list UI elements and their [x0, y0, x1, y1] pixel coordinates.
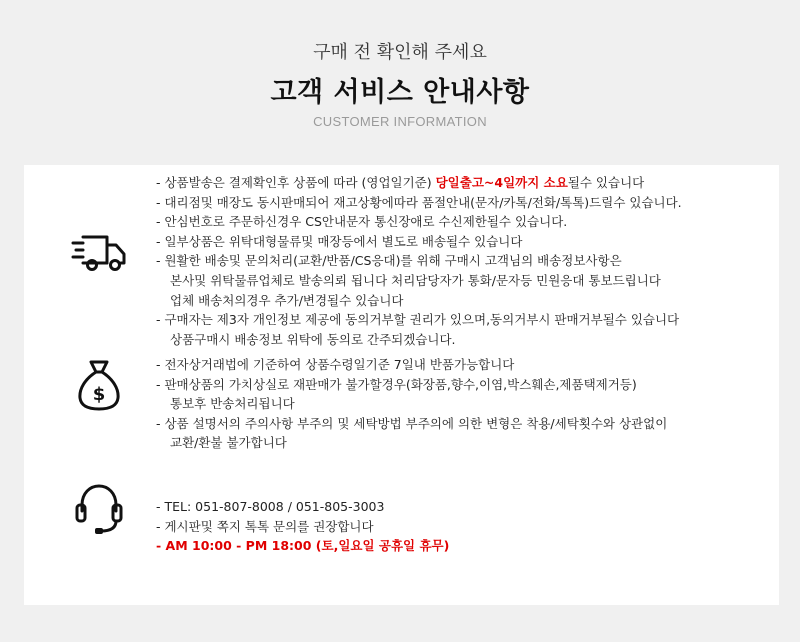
- page-subtitle: 구매 전 확인해 주세요: [313, 42, 487, 63]
- contact-board-notice: - 게시판및 쪽지 톡톡 문의를 권장합니다: [156, 518, 374, 534]
- refund-line-4: - 상품 설명서의 주의사항 부주의 및 세탁방법 부주의에 의한 변형은 착용/세탁횟수와 상관없이: [156, 415, 668, 431]
- svg-text:$: $: [92, 384, 106, 405]
- shipping-line-6: 본사및 위탁물류업체로 발송의뢰 됩니다 처리담당자가 통화/문자등 민원응대 통보드립니다: [170, 272, 661, 288]
- page-title: 고객 서비스 안내사항: [270, 77, 530, 108]
- shipping-line-1-suffix: 될수 있습니다: [567, 175, 645, 190]
- shipping-highlight: 당일출고~4일까지 소요: [435, 175, 568, 190]
- header: [0, 0, 800, 155]
- contact-text: [156, 497, 449, 556]
- headset-icon: [69, 479, 129, 539]
- contact-phone: - TEL: 051-807-8008 / 051-805-3003: [156, 499, 385, 514]
- shipping-line-2: - 대리점및 매장도 동시판매되어 재고상황에따라 품절안내(문자/카톡/전화/톡톡)드릴수 있습니다.: [156, 194, 682, 210]
- shipping-line-1: [156, 173, 682, 193]
- shipping-line-3: - 안심번호로 주문하신경우 CS안내문자 통신장애로 수신제한될수 있습니다.: [156, 214, 568, 230]
- shipping-line-5: - 원활한 배송및 문의처리(교환/반품/CS응대)를 위해 구매시 고객님의 배송정보사항은: [156, 253, 622, 269]
- refund-line-2: - 판매상품의 가치상실로 재판매가 불가할경우(화장품,향수,이염,박스훼손,제품택제거등): [156, 376, 637, 392]
- refund-line-5: 교환/환불 불가합니다: [170, 435, 287, 451]
- shipping-line-1-prefix: - 상품발송은 결제확인후 상품에 따라 (영업일기준): [156, 175, 436, 190]
- money-bag-icon: [69, 355, 129, 415]
- page-subtitle-english: CUSTOMER INFORMATION: [313, 114, 487, 129]
- shipping-line-9: 상품구매시 배송정보 위탁에 동의로 간주되겠습니다.: [170, 331, 456, 347]
- info-panel: [24, 165, 779, 605]
- refund-line-1: - 전자상거래법에 기준하여 상품수령일기준 7일내 반품가능합니다: [156, 357, 515, 372]
- shipping-line-4: - 일부상품은 위탁대형물류및 매장등에서 별도로 배송될수 있습니다: [156, 233, 523, 249]
- delivery-truck-icon: [69, 223, 129, 283]
- shipping-text: [156, 173, 682, 349]
- refund-text: [156, 355, 667, 453]
- shipping-line-8: - 구매자는 제3자 개인정보 제공에 동의거부할 권리가 있으며,동의거부시 판매거부될수 있습니다: [156, 312, 680, 328]
- contact-hours: - AM 10:00 - PM 18:00 (토,일요일 공휴일 휴무): [156, 538, 450, 554]
- refund-line-3: 통보후 반송처리됩니다: [170, 396, 295, 412]
- shipping-line-7: 업체 배송처의경우 추가/변경될수 있습니다: [170, 292, 404, 308]
